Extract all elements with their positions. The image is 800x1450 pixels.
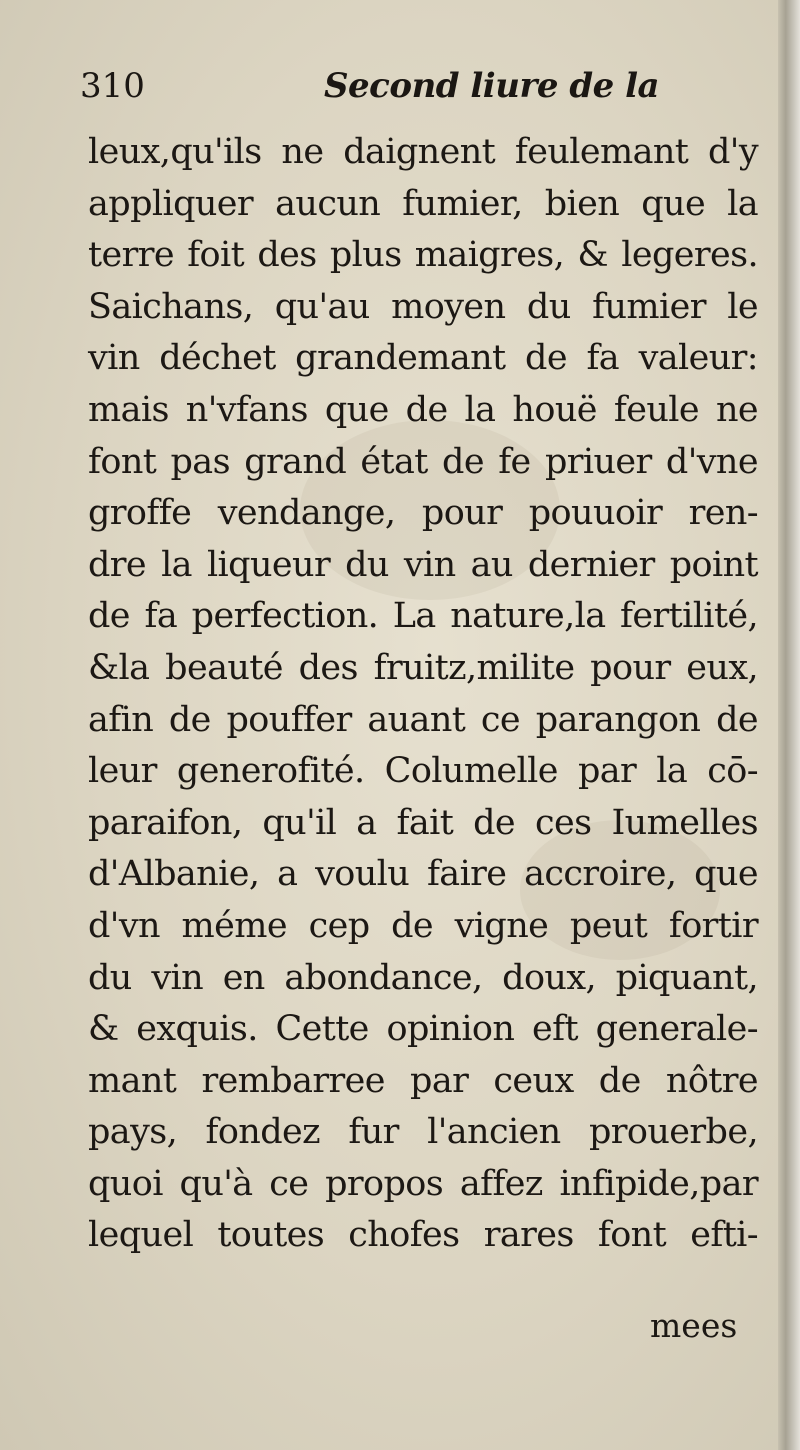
text-line: & exquis. Cette opinion eft generale- <box>88 1009 758 1050</box>
text-body <box>88 127 758 1262</box>
text-line: d'vn méme cep de vigne peut fortir <box>88 905 758 946</box>
text-line: vin déchet grandemant de fa valeur: <box>88 338 758 379</box>
text-line: du vin en abondance, doux, piquant, <box>88 957 758 998</box>
text-line: d'Albanie, a voulu faire accroire, que <box>88 854 758 895</box>
text-line: de fa perfection. La nature,la fertilité, <box>88 596 758 637</box>
text-line: mant rembarree par ceux de nôtre <box>88 1060 758 1101</box>
page-number: 310 <box>80 66 145 106</box>
text-line: quoi qu'à ce propos affez infipide,par <box>88 1163 758 1204</box>
text-line: lequel toutes chofes rares font efti- <box>88 1215 758 1256</box>
text-line: groffe vendange, pour pouuoir ren- <box>88 493 758 534</box>
page-header <box>80 66 720 116</box>
text-line: &la beauté des fruitz,milite pour eux, <box>88 647 758 688</box>
text-line: mais n'vfans que de la houë feule ne <box>88 389 758 430</box>
text-line: pays, fondez fur l'ancien prouerbe, <box>88 1112 758 1153</box>
text-line: leux,qu'ils ne daignent feulemant d'y <box>88 132 758 172</box>
text-line: font pas grand état de fe priuer d'vne <box>88 441 758 482</box>
text-line: Saichans, qu'au moyen du fumier le <box>88 286 758 327</box>
page-edge <box>778 0 800 1450</box>
text-line: leur generofité. Columelle par la cō- <box>88 751 758 792</box>
text-line: appliquer aucun fumier, bien que la <box>88 183 758 224</box>
catchword: mees <box>650 1306 738 1345</box>
running-head: Second liure de la <box>324 66 660 106</box>
text-line: dre la liqueur du vin au dernier point <box>88 544 758 585</box>
text-line: afin de pouffer auant ce parangon de <box>88 699 758 740</box>
text-line: terre foit des plus maigres, & legeres. <box>88 235 758 276</box>
text-line: paraifon, qu'il a fait de ces Iumelles <box>88 802 758 843</box>
